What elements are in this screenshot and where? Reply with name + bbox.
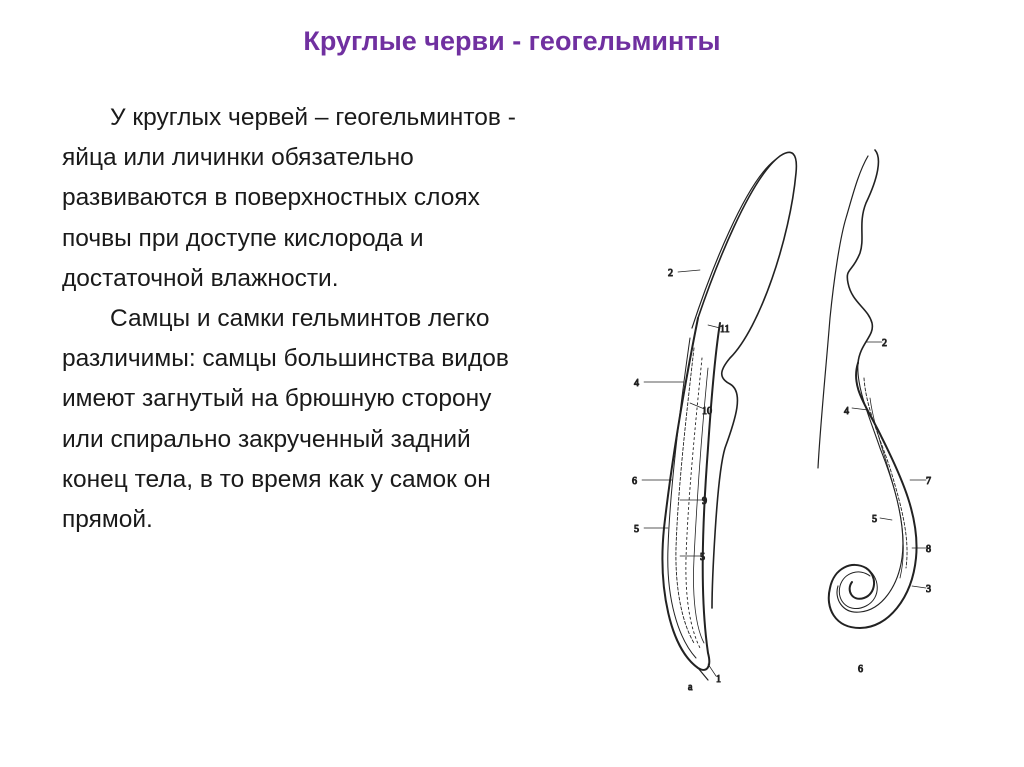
male-label-5: 5 bbox=[872, 514, 877, 525]
paragraph-1: У круглых червей – геогельминтов - яйца или личинки обязательно развиваются в поверхностных слоях почвы при доступе кислорода и достаточной влажности. bbox=[62, 104, 516, 292]
female-label-5a: 5 bbox=[634, 524, 639, 535]
slide-title: Круглые черви - геогельминты bbox=[303, 26, 721, 56]
paragraph-2: Самцы и самки гельминтов легко различимы: самцы большинства видов имеют загнутый на брюшную сторону или спирально закрученный задний конец тела, в то время как у самок он прямой. bbox=[62, 305, 509, 534]
female-label-1: 1 bbox=[716, 674, 721, 685]
female-label-2: 2 bbox=[668, 268, 673, 279]
male-label-8: 8 bbox=[926, 544, 931, 555]
female-label-6: 6 bbox=[632, 476, 637, 487]
female-label-9: 9 bbox=[702, 496, 707, 507]
slide-body-text bbox=[62, 98, 532, 540]
worm-drawing bbox=[620, 128, 960, 698]
female-caption-a: a bbox=[688, 682, 693, 693]
male-label-3: 3 bbox=[926, 584, 931, 595]
female-label-11: 11 bbox=[720, 324, 730, 335]
male-worm bbox=[818, 150, 926, 628]
female-label-5b: 5 bbox=[700, 552, 705, 563]
male-label-2: 2 bbox=[882, 338, 887, 349]
male-caption-6: 6 bbox=[858, 664, 863, 675]
female-label-4: 4 bbox=[634, 378, 639, 389]
worm-illustration bbox=[620, 128, 960, 698]
female-worm bbox=[642, 152, 796, 680]
male-label-7: 7 bbox=[926, 476, 931, 487]
female-label-10: 10 bbox=[702, 406, 712, 417]
male-label-4: 4 bbox=[844, 406, 849, 417]
